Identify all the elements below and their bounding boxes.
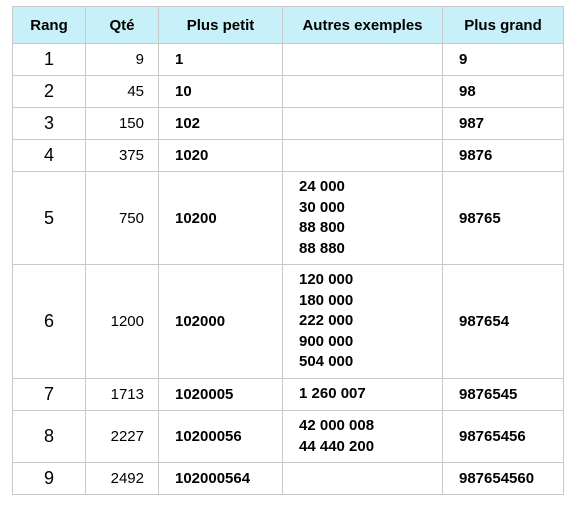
cell-autres-exemples	[283, 265, 443, 379]
cell-qte: 2492	[86, 463, 159, 495]
table-row	[13, 44, 564, 76]
table-body	[13, 44, 564, 495]
example-value: 180 000	[299, 291, 354, 309]
cell-plus-petit: 102000564	[159, 463, 283, 495]
cell-plus-grand: 98	[443, 76, 564, 108]
numbers-table-container	[12, 6, 564, 495]
table-row	[13, 108, 564, 140]
cell-autres-exemples	[283, 44, 443, 76]
example-value: 30 000	[299, 198, 345, 216]
cell-plus-petit: 1	[159, 44, 283, 76]
cell-plus-grand: 98765456	[443, 411, 564, 463]
header-plus-petit: Plus petit	[159, 7, 283, 44]
cell-rang: 7	[13, 379, 86, 411]
header-autres-exemples: Autres exemples	[283, 7, 443, 44]
table-row	[13, 172, 564, 265]
cell-autres-exemples	[283, 76, 443, 108]
example-value: 504 000	[299, 353, 354, 371]
cell-rang: 9	[13, 463, 86, 495]
cell-autres-exemples	[283, 411, 443, 463]
cell-plus-grand: 987654560	[443, 463, 564, 495]
example-value: 900 000	[299, 332, 354, 350]
cell-rang: 3	[13, 108, 86, 140]
example-value: 1 260 007	[299, 385, 366, 403]
cell-rang: 8	[13, 411, 86, 463]
cell-qte: 750	[86, 172, 159, 265]
header-qte: Qté	[86, 7, 159, 44]
cell-qte: 9	[86, 44, 159, 76]
cell-plus-grand: 987	[443, 108, 564, 140]
cell-autres-exemples	[283, 108, 443, 140]
cell-rang: 1	[13, 44, 86, 76]
cell-rang: 6	[13, 265, 86, 379]
example-value: 24 000	[299, 178, 345, 195]
cell-autres-exemples	[283, 463, 443, 495]
table-row	[13, 140, 564, 172]
cell-plus-petit: 1020	[159, 140, 283, 172]
cell-plus-grand: 9876	[443, 140, 564, 172]
cell-qte: 2227	[86, 411, 159, 463]
header-plus-grand: Plus grand	[443, 7, 564, 44]
header-rang: Rang	[13, 7, 86, 44]
cell-plus-grand: 98765	[443, 172, 564, 265]
example-value: 88 800	[299, 219, 345, 236]
numbers-table	[12, 6, 564, 495]
cell-rang: 2	[13, 76, 86, 108]
table-row	[13, 379, 564, 411]
cell-autres-exemples	[283, 172, 443, 265]
header-row	[13, 7, 564, 44]
cell-qte: 150	[86, 108, 159, 140]
example-value: 44 440 200	[299, 437, 375, 455]
cell-autres-exemples	[283, 379, 443, 411]
example-value: 88 880	[299, 239, 345, 257]
cell-plus-petit: 10200056	[159, 411, 283, 463]
cell-autres-exemples	[283, 140, 443, 172]
cell-plus-petit: 10	[159, 76, 283, 108]
cell-plus-grand: 987654	[443, 265, 564, 379]
table-row	[13, 411, 564, 463]
example-value: 42 000 008	[299, 417, 375, 434]
cell-rang: 5	[13, 172, 86, 265]
table-row	[13, 265, 564, 379]
cell-qte: 1713	[86, 379, 159, 411]
cell-plus-grand: 9	[443, 44, 564, 76]
cell-rang: 4	[13, 140, 86, 172]
table-row	[13, 463, 564, 495]
example-value: 120 000	[299, 271, 354, 289]
cell-plus-petit: 102000	[159, 265, 283, 379]
example-value: 222 000	[299, 312, 354, 330]
cell-qte: 375	[86, 140, 159, 172]
cell-qte: 45	[86, 76, 159, 108]
cell-plus-petit: 10200	[159, 172, 283, 265]
cell-qte: 1200	[86, 265, 159, 379]
cell-plus-petit: 1020005	[159, 379, 283, 411]
cell-plus-petit: 102	[159, 108, 283, 140]
table-row	[13, 76, 564, 108]
cell-plus-grand: 9876545	[443, 379, 564, 411]
